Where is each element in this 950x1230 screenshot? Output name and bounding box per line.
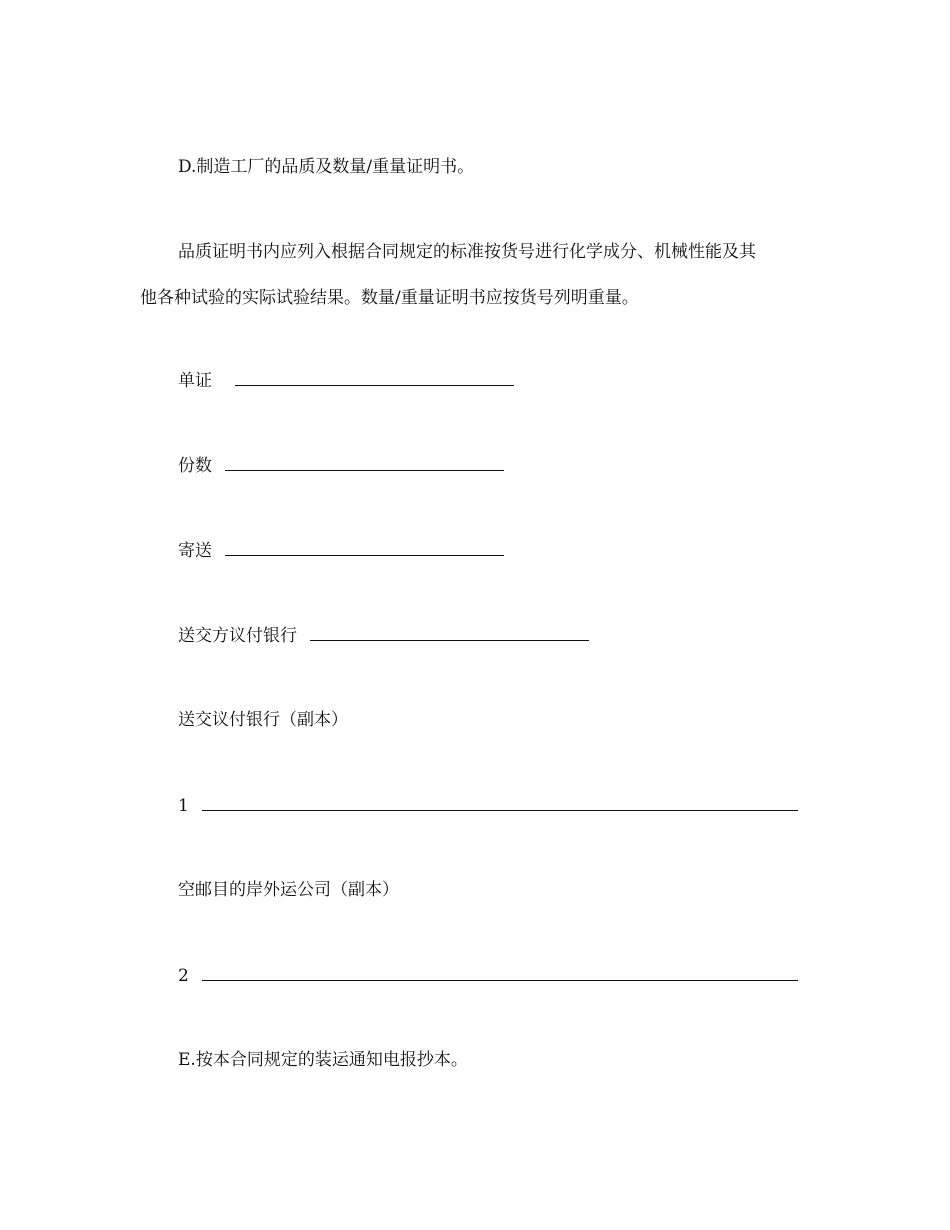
numbered-row-2 <box>178 964 798 987</box>
field-label-danzheng: 单证 <box>178 371 212 391</box>
fill-in-blank-1[interactable] <box>202 794 798 811</box>
row-number-1: 1 <box>178 796 189 816</box>
field-label-fenshu: 份数 <box>178 456 212 476</box>
fill-in-blank-songjiao-bank[interactable] <box>310 624 589 641</box>
fill-in-blank-jisong[interactable] <box>225 539 504 556</box>
field-row-songjiao-bank <box>178 624 589 647</box>
field-row-jisong <box>178 539 504 562</box>
numbered-row-1 <box>178 794 798 817</box>
fill-in-blank-fenshu[interactable] <box>225 454 504 471</box>
fill-in-blank-2[interactable] <box>202 964 798 981</box>
paragraph-line-1: 品质证明书内应列入根据合同规定的标准按货号进行化学成分、机械性能及其 <box>178 242 756 262</box>
field-label-jisong: 寄送 <box>178 541 212 561</box>
fill-in-blank-danzheng[interactable] <box>235 369 514 386</box>
paragraph-line-2: 他各种试验的实际试验结果。数量/重量证明书应按货号列明重量。 <box>140 288 639 308</box>
item-e-heading: E.按本合同规定的装运通知电报抄本。 <box>178 1050 468 1070</box>
field-row-danzheng <box>178 369 514 392</box>
airmail-copy-line: 空邮目的岸外运公司（副本） <box>178 880 399 900</box>
songjiao-copy-line: 送交议付银行（副本） <box>178 710 348 730</box>
item-d-heading: D.制造工厂的品质及数量/重量证明书。 <box>178 157 475 177</box>
row-number-2: 2 <box>178 966 189 986</box>
field-row-fenshu <box>178 454 504 477</box>
field-label-songjiao-bank: 送交方议付银行 <box>178 626 297 646</box>
